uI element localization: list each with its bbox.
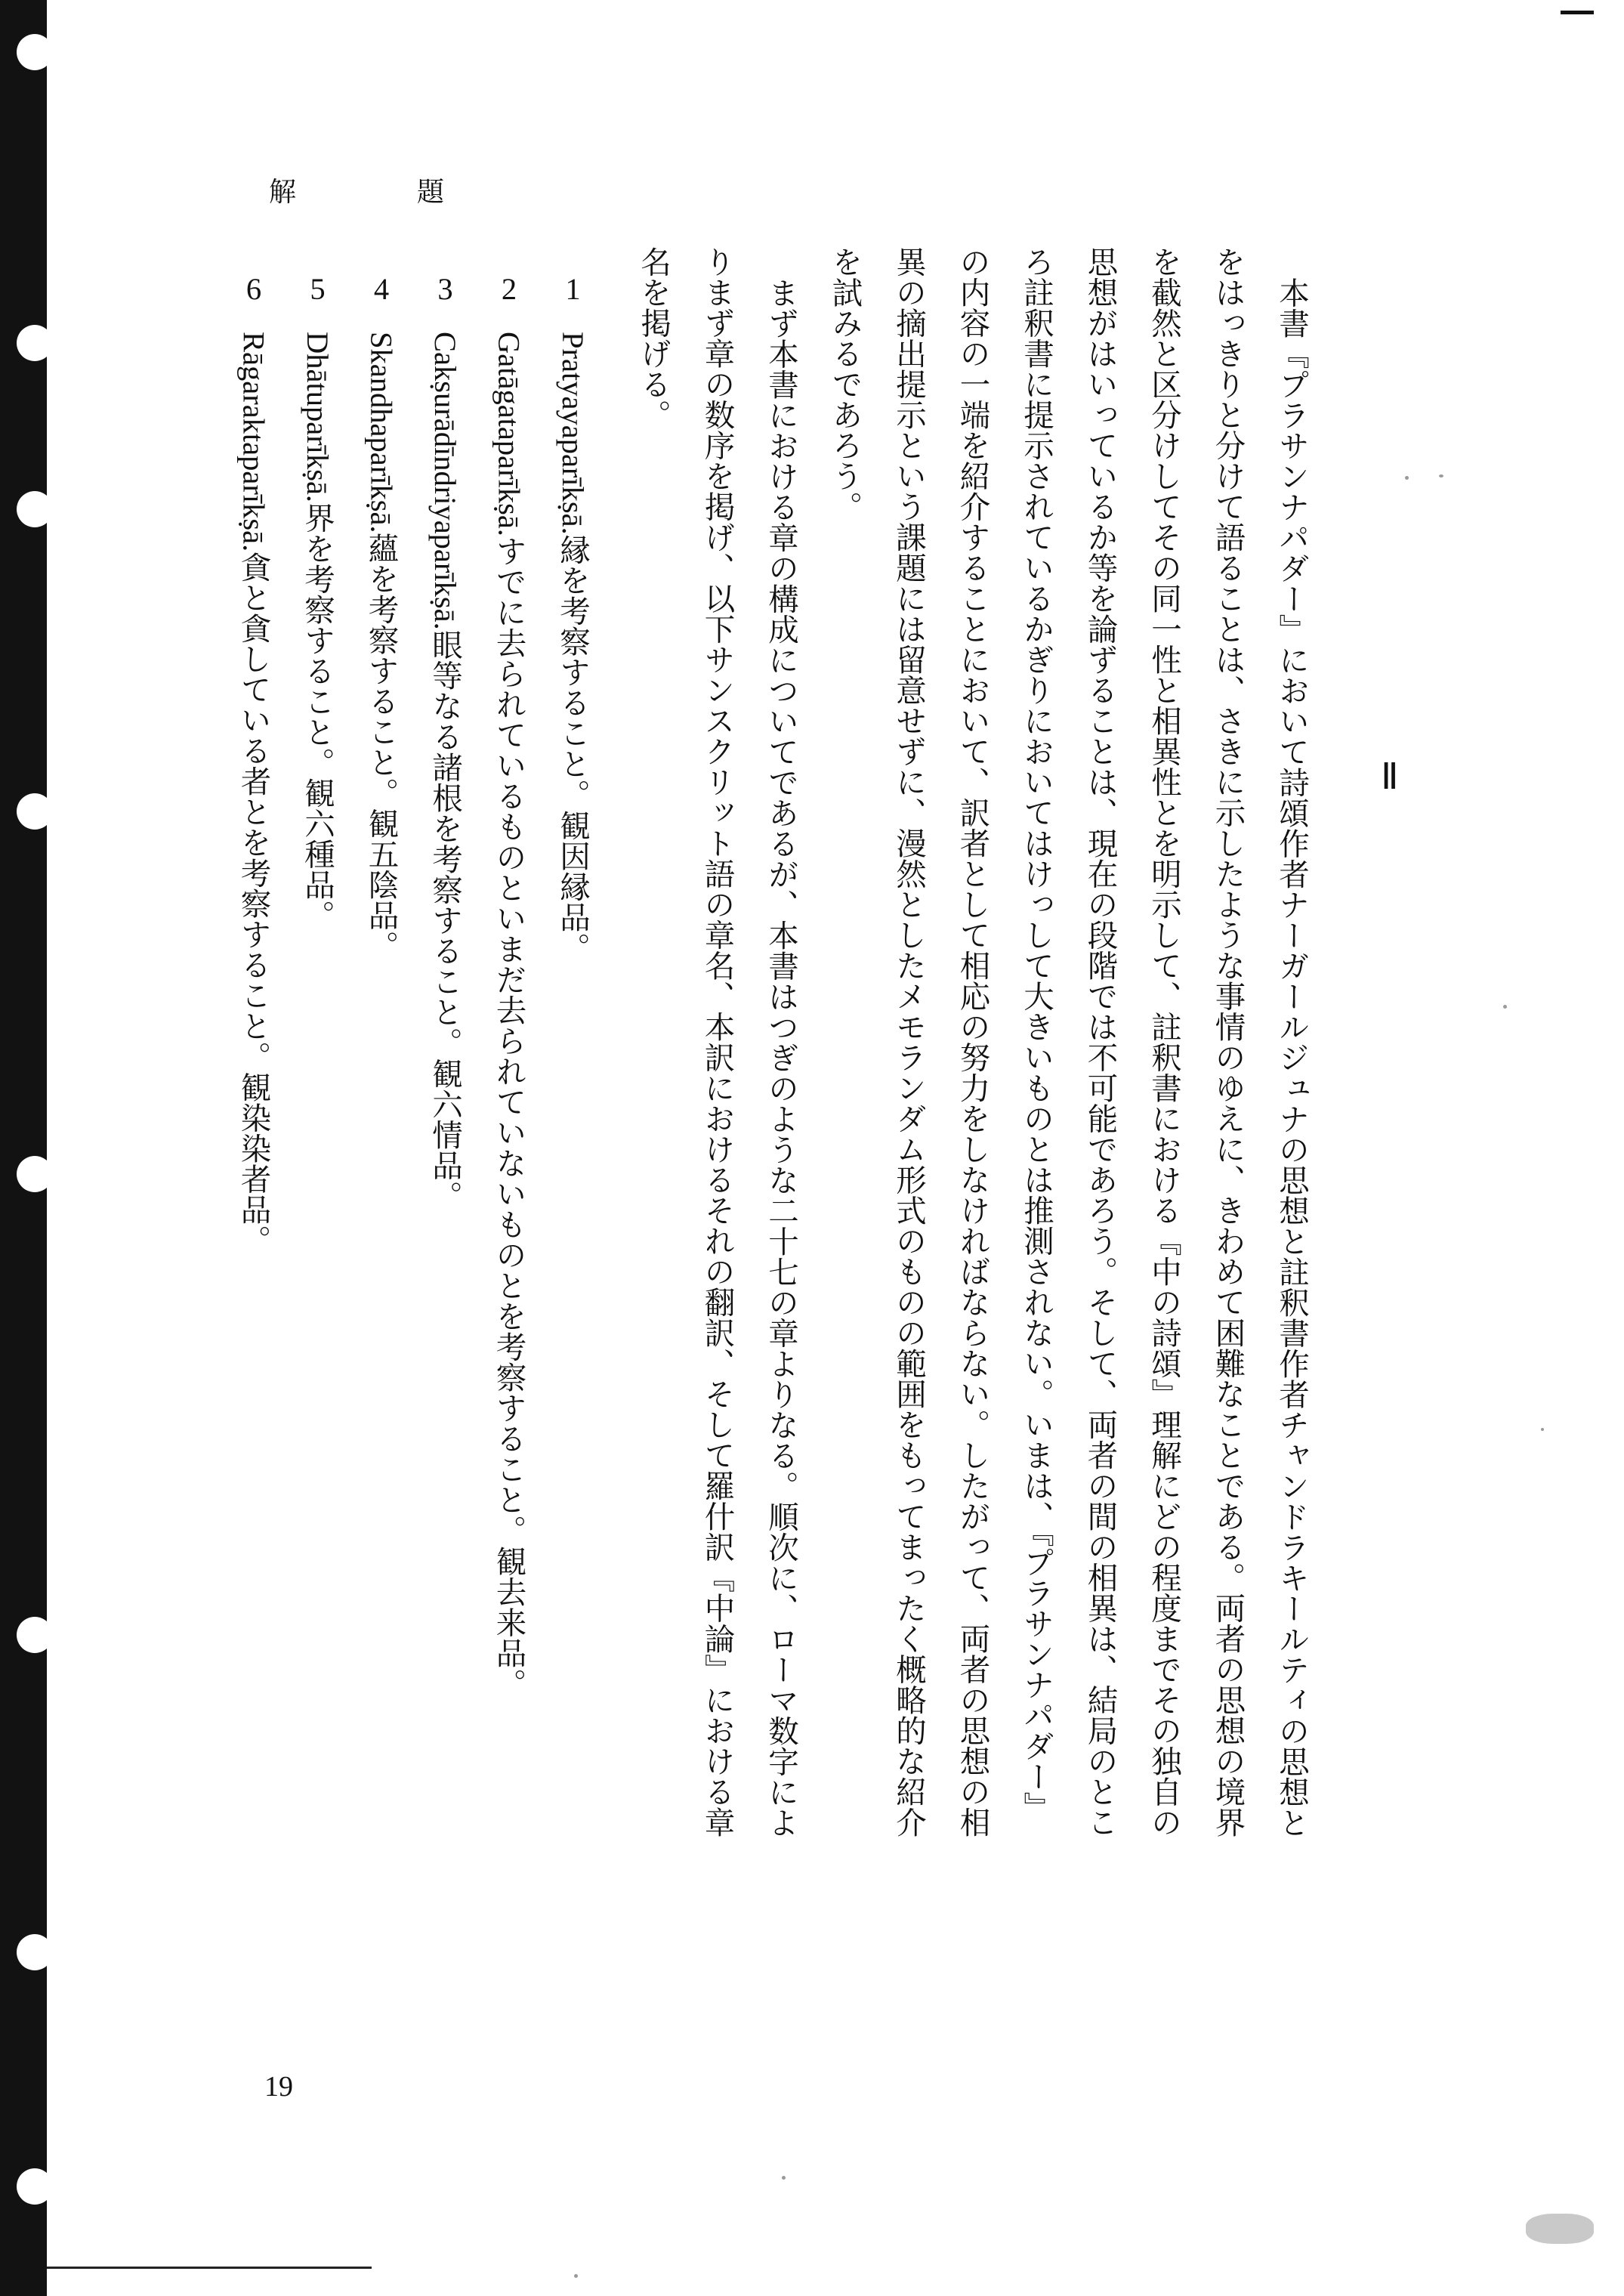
chapter-sanskrit-title: Rāgaraktaparīkṣā. bbox=[236, 331, 271, 552]
punch-hole bbox=[17, 325, 53, 361]
chapter-item bbox=[413, 273, 477, 1724]
punch-hole bbox=[17, 1156, 53, 1192]
chapter-sanskrit-title: Dhātuparīkṣā. bbox=[301, 331, 335, 502]
chapter-item bbox=[221, 273, 286, 1724]
text-line: ろ註釈書に提示されているかぎりにおいてはけっして大きいものとは推測されない。いまは、『プラサンナパダー』 bbox=[1018, 246, 1054, 1822]
scan-speckle bbox=[1439, 474, 1443, 477]
text-line: を截然と区分けしてその同一性と相異性とを明示して、註釈書における『中の詩頌』理解にどの程度までその独自の bbox=[1146, 246, 1182, 1837]
chapter-number: 5 bbox=[310, 273, 326, 304]
text-line: 異の摘出提示という課題には留意せずに、漫然としたメモランダム形式のものの範囲をもってまったく概略的な紹介 bbox=[891, 246, 927, 1837]
punch-hole bbox=[17, 793, 53, 830]
chapter-item bbox=[541, 273, 605, 1724]
punch-hole bbox=[17, 1934, 53, 1970]
punch-hole bbox=[17, 491, 53, 527]
text-line: りまず章の数序を掲げ、以下サンスクリット語の章名、本訳におけるそれの翻訳、そして羅什訳『中論』における章 bbox=[699, 246, 736, 1837]
corner-mark bbox=[1561, 11, 1594, 14]
punch-hole bbox=[17, 34, 53, 70]
scan-speckle bbox=[782, 2176, 786, 2180]
scan-speckle bbox=[1526, 2214, 1594, 2244]
chapter-sanskrit-title: Pratyayaparīkṣā. bbox=[556, 331, 590, 535]
body-text bbox=[621, 246, 1323, 2060]
chapter-translation: すでに去られているものといまだ去られていないものとを考察すること。 bbox=[490, 536, 527, 1546]
bottom-rule bbox=[47, 2267, 372, 2269]
text-line: まず本書における章の構成についてであるが、本書はつぎのような二十七の章よりなる。順次に、ローマ数字によ bbox=[763, 277, 799, 1837]
page-number: 19 bbox=[264, 2071, 293, 2103]
text-line: 本書『プラサンナパダー』において詩頌作者ナーガールジュナの思想と註釈書作者チャンドラキールティの思想と bbox=[1274, 277, 1310, 1837]
chapter-item bbox=[286, 273, 350, 1724]
scan-speckle bbox=[1541, 1428, 1544, 1431]
chapter-kumarajiva-title: 観因縁品。 bbox=[554, 809, 591, 963]
paragraph bbox=[622, 246, 814, 2060]
chapter-number: 4 bbox=[373, 273, 390, 304]
punch-hole bbox=[17, 1617, 53, 1653]
chapter-number: 2 bbox=[501, 273, 517, 304]
chapter-kumarajiva-title: 観六種品。 bbox=[299, 777, 335, 931]
chapter-sanskrit-title: Skandhaparīkṣā. bbox=[364, 331, 399, 533]
paragraph bbox=[813, 246, 1323, 2060]
chapter-number: 3 bbox=[437, 273, 453, 304]
scan-speckle bbox=[574, 2274, 578, 2278]
chapter-translation: 縁を考察すること。 bbox=[554, 534, 591, 810]
chapter-kumarajiva-title: 観去来品。 bbox=[490, 1545, 527, 1699]
chapter-item bbox=[349, 273, 413, 1724]
chapter-item bbox=[477, 273, 541, 1724]
chapter-list bbox=[227, 273, 604, 1724]
text-line: を試みるであろう。 bbox=[826, 246, 863, 522]
chapter-translation: 眼等なる諸根を考察すること。 bbox=[427, 629, 463, 1058]
chapter-sanskrit-title: Cakṣurādīndriyaparīkṣā. bbox=[428, 331, 462, 630]
chapter-mark: Ⅱ bbox=[1381, 757, 1399, 797]
punch-hole bbox=[17, 2168, 53, 2205]
running-head: 解 題 bbox=[269, 177, 492, 208]
chapter-kumarajiva-title: 観染染者品。 bbox=[235, 1071, 272, 1256]
text-line: 名を掲げる。 bbox=[635, 246, 672, 430]
scan-speckle bbox=[1405, 476, 1409, 480]
chapter-kumarajiva-title: 観五陰品。 bbox=[363, 808, 400, 962]
chapter-kumarajiva-title: 観六情品。 bbox=[427, 1058, 463, 1211]
chapter-translation: 貪と貪している者とを考察すること。 bbox=[235, 551, 272, 1072]
text-line: 思想がはいっているか等を論ずることは、現在の段階では不可能であろう。そして、両者の間の相異は、結局のとこ bbox=[1082, 246, 1119, 1837]
text-line: をはっきりと分けて語ることは、さきに示したような事情のゆえに、きわめて困難なことである。両者の思想の境界 bbox=[1209, 246, 1246, 1837]
text-line: の内容の一端を紹介することにおいて、訳者として相応の努力をしなければならない。したがって、両者の思想の相 bbox=[954, 246, 991, 1837]
chapter-sanskrit-title: Gatāgataparīkṣā. bbox=[492, 331, 526, 536]
chapter-number: 6 bbox=[245, 273, 262, 304]
scan-speckle bbox=[1503, 1005, 1507, 1009]
chapter-translation: 界を考察すること。 bbox=[299, 502, 335, 778]
chapter-translation: 蘊を考察すること。 bbox=[363, 533, 400, 808]
chapter-number: 1 bbox=[565, 273, 581, 304]
